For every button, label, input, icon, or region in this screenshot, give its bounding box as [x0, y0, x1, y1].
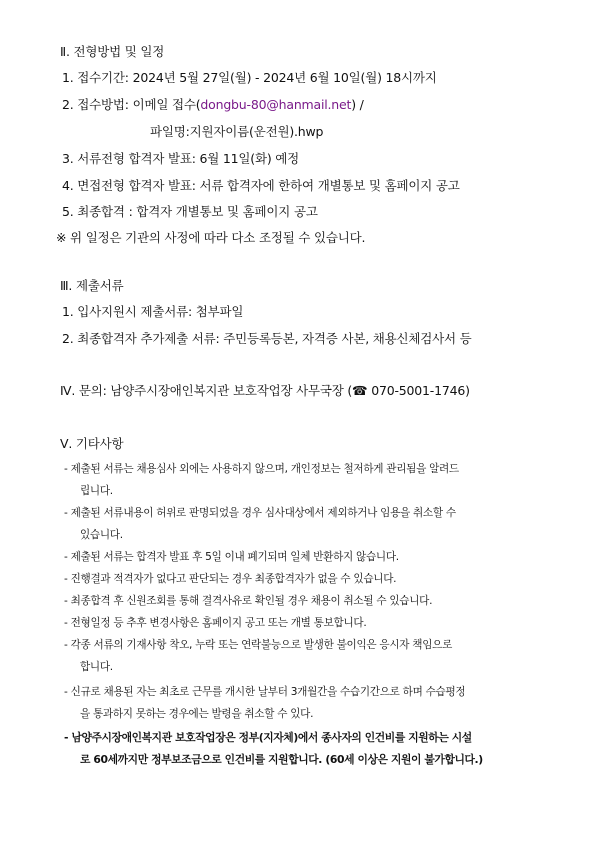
email-link[interactable]: dongbu-80@hanmail.net [200, 97, 352, 112]
notice-line: - 전형일정 등 추후 변경사항은 홈페이지 공고 또는 개별 통보합니다. [64, 617, 367, 629]
notice-line: - 제출된 서류는 합격자 발표 후 5일 이내 폐기되며 일체 반환하지 않습니다. [64, 551, 399, 563]
method-prefix: 2. 접수방법: 이메일 접수( [62, 97, 201, 112]
section-4-contact [60, 381, 470, 399]
document-item-2: 2. 최종합격자 추가제출 서류: 주민등록등본, 자격증 사본, 채용신체검사서 등 [62, 331, 472, 346]
section-5-title: Ⅴ. 기타사항 [60, 436, 124, 451]
document-item-1: 1. 입사지원시 제출서류: 첨부파일 [62, 304, 244, 319]
schedule-note: ※ 위 일정은 기관의 사정에 따라 다소 조정될 수 있습니다. [56, 230, 366, 245]
contact-info: 남양주시장애인복지관 보호작업장 사무국장 (☎ 070-5001-1746) [106, 383, 470, 398]
notice-line: 합니다. [80, 661, 113, 673]
notice-line-bold: 로 60세까지만 정부보조금으로 인건비를 지원합니다. (60세 이상은 지원이 불가합니다.) [80, 753, 483, 766]
notice-line: 을 통과하지 못하는 경우에는 발령을 취소할 수 있다. [80, 708, 314, 720]
schedule-item-2 [62, 95, 364, 113]
notice-line: - 최종합격 후 신원조회를 통해 결격사유로 확인될 경우 채용이 취소될 수 있습니다. [64, 595, 433, 607]
section-3-title: Ⅲ. 제출서류 [60, 278, 124, 293]
notice-line: 립니다. [80, 485, 113, 497]
schedule-item-4: 4. 면접전형 합격자 발표: 서류 합격자에 한하여 개별통보 및 홈페이지 공고 [62, 178, 460, 193]
schedule-item-3: 3. 서류전형 합격자 발표: 6월 11일(화) 예정 [62, 151, 300, 166]
notice-line: - 제출된 서류내용이 허위로 판명되었을 경우 심사대상에서 제외하거나 임용을 취소할 수 [64, 507, 456, 519]
schedule-item-5: 5. 최종합격 : 합격자 개별통보 및 홈페이지 공고 [62, 204, 318, 219]
schedule-item-1: 1. 접수기간: 2024년 5월 27일(월) - 2024년 6월 10일(월) 18시까지 [62, 70, 437, 85]
notice-line: - 제출된 서류는 채용심사 외에는 사용하지 않으며, 개인정보는 철저하게 관리됨을 알려드 [64, 463, 459, 475]
filename-format: 파일명:지원자이름(운전원).hwp [150, 124, 324, 139]
notice-line: 있습니다. [80, 529, 123, 541]
notice-line: - 각종 서류의 기재사항 착오, 누락 또는 연락불능으로 발생한 불이익은 응시자 책임으로 [64, 639, 453, 651]
section-2-title: Ⅱ. 전형방법 및 일정 [60, 44, 165, 59]
notice-line: - 신규로 채용된 자는 최초로 근무를 개시한 날부터 3개월간을 수습기간으로 하며 수습평정 [64, 686, 466, 698]
section-4-title: Ⅳ. 문의: [60, 383, 107, 398]
method-suffix: ) / [351, 97, 364, 112]
notice-line: - 진행결과 적격자가 없다고 판단되는 경우 최종합격자가 없을 수 있습니다. [64, 573, 397, 585]
notice-line-bold: - 남양주시장애인복지관 보호작업장은 정부(지자체)에서 종사자의 인건비를 지원하는 시설 [64, 731, 472, 744]
